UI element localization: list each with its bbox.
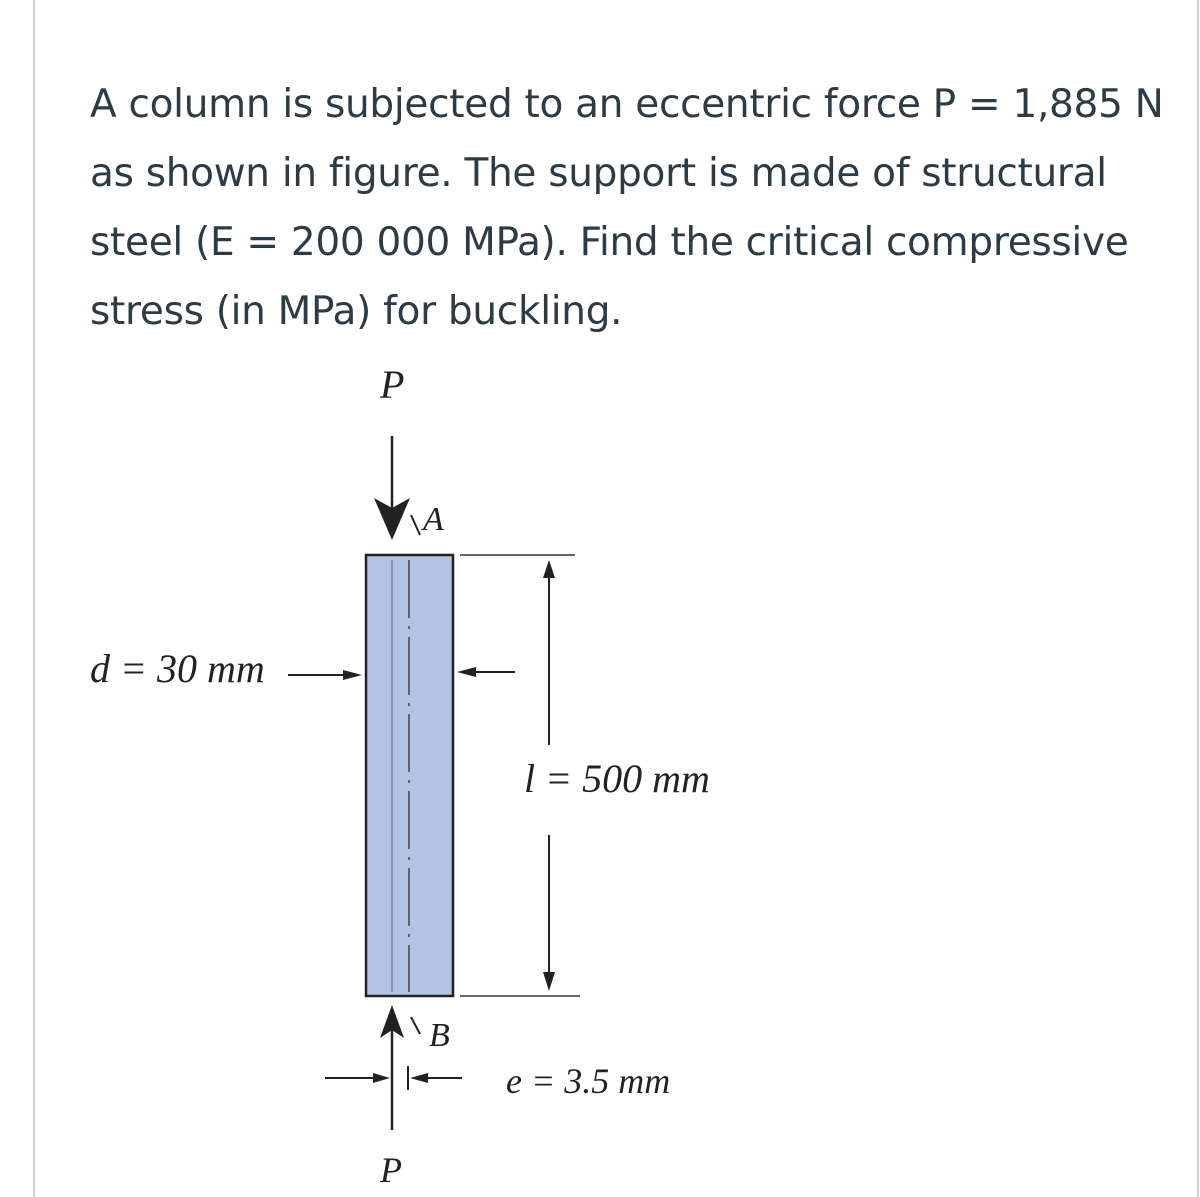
load-bottom-label: P bbox=[380, 1150, 402, 1190]
length-label: l = 500 mm bbox=[524, 756, 710, 801]
point-a-label: A bbox=[423, 501, 444, 538]
point-b-label: B bbox=[429, 1017, 450, 1054]
eccentricity-label: e = 3.5 mm bbox=[506, 1061, 671, 1101]
diameter-label: d = 30 mm bbox=[90, 646, 265, 691]
question-text: A column is subjected to an eccentric force P = 1,885 N as shown in figure. The support is made of structural steel (E = 200 000 MPa). Find the critical compressive stress (in MPa) for buckling. bbox=[90, 82, 1164, 334]
load-top-label: P bbox=[380, 362, 405, 407]
